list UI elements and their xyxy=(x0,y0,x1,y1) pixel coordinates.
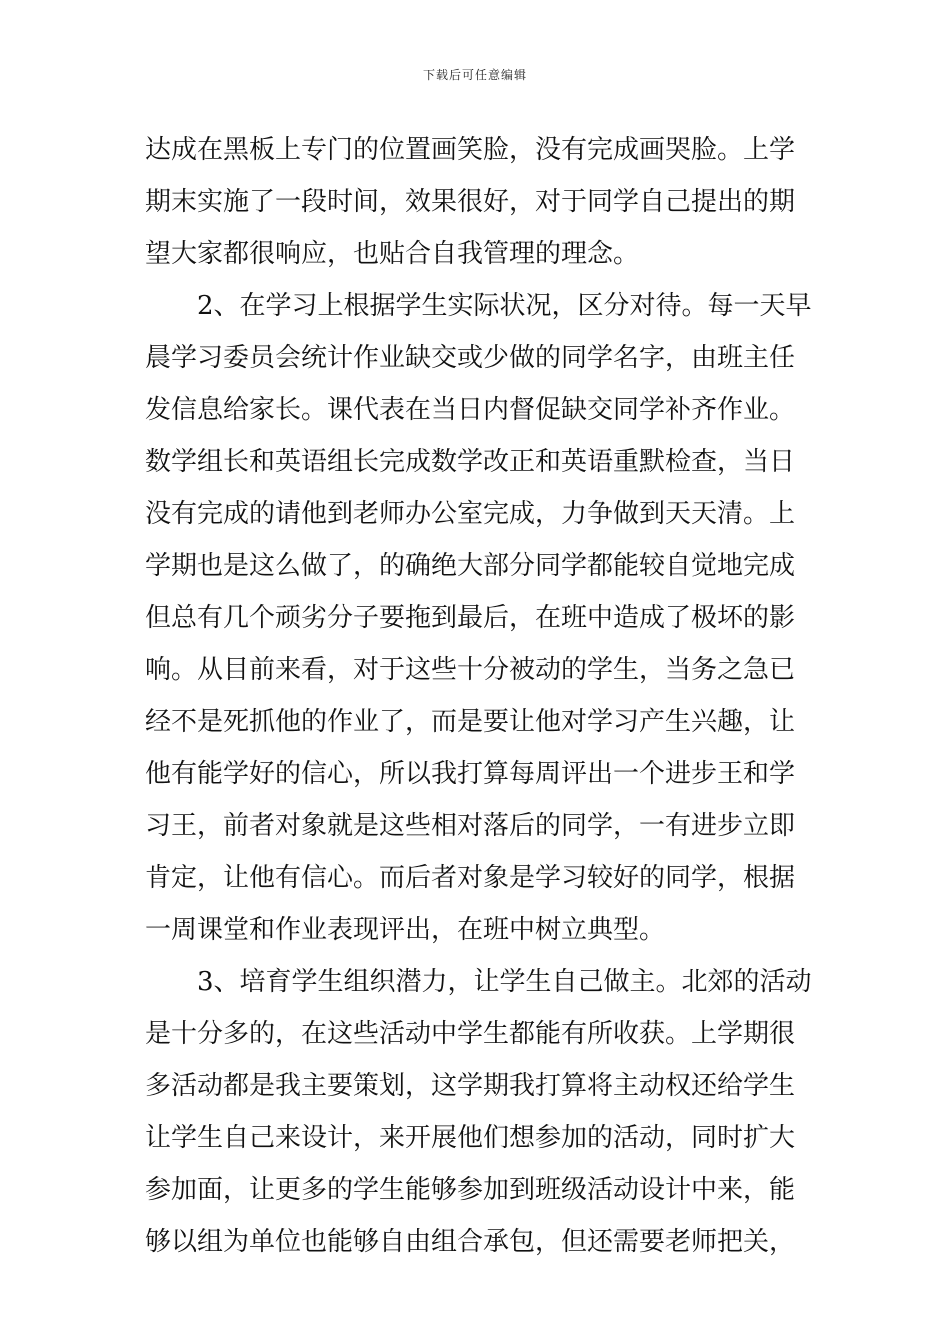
text-line: 他有能学好的信心，所以我打算每周评出一个进步王和学 xyxy=(145,759,796,789)
text-line: 期末实施了一段时间，效果很好，对于同学自己提出的期 xyxy=(145,187,796,217)
text-line: 让学生自己来设计，来开展他们想参加的活动，同时扩大 xyxy=(145,1123,796,1153)
paragraph-3-start: 3、培育学生组织潜力，让学生自己做主。北郊的活动 xyxy=(197,967,812,997)
text-line: 习王，前者对象就是这些相对落后的同学，一有进步立即 xyxy=(145,811,796,841)
text-line: 经不是死抓他的作业了，而是要让他对学习产生兴趣，让 xyxy=(145,707,796,737)
text-line: 发信息给家长。课代表在当日内督促缺交同学补齐作业。 xyxy=(145,395,796,425)
text-line: 是十分多的，在这些活动中学生都能有所收获。上学期很 xyxy=(145,1019,796,1049)
text-line: 肯定，让他有信心。而后者对象是学习较好的同学，根据 xyxy=(145,863,796,893)
text-line: 望大家都很响应，也贴合自我管理的理念。 xyxy=(145,239,640,269)
text-line: 晨学习委员会统计作业缺交或少做的同学名字，由班主任 xyxy=(145,343,796,373)
document-body xyxy=(145,124,812,1268)
paragraph-2-start: 2、在学习上根据学生实际状况，区分对待。每一天早 xyxy=(197,291,812,321)
text-line: 数学组长和英语组长完成数学改正和英语重默检查，当日 xyxy=(145,447,796,477)
text-line: 参加面，让更多的学生能够参加到班级活动设计中来，能 xyxy=(145,1175,796,1205)
text-line: 没有完成的请他到老师办公室完成，力争做到天天清。上 xyxy=(145,499,796,529)
text-line: 学期也是这么做了，的确绝大部分同学都能较自觉地完成 xyxy=(145,551,796,581)
text-line: 够以组为单位也能够自由组合承包，但还需要老师把关， xyxy=(145,1227,796,1257)
text-line: 达成在黑板上专门的位置画笑脸，没有完成画哭脸。上学 xyxy=(145,135,796,165)
text-line: 多活动都是我主要策划，这学期我打算将主动权还给学生 xyxy=(145,1071,796,1101)
text-line: 响。从目前来看，对于这些十分被动的学生，当务之急已 xyxy=(145,655,796,685)
text-line: 但总有几个顽劣分子要拖到最后，在班中造成了极坏的影 xyxy=(145,603,796,633)
header-note: 下载后可任意编辑 xyxy=(422,68,527,82)
text-line: 一周课堂和作业表现评出，在班中树立典型。 xyxy=(145,915,666,945)
